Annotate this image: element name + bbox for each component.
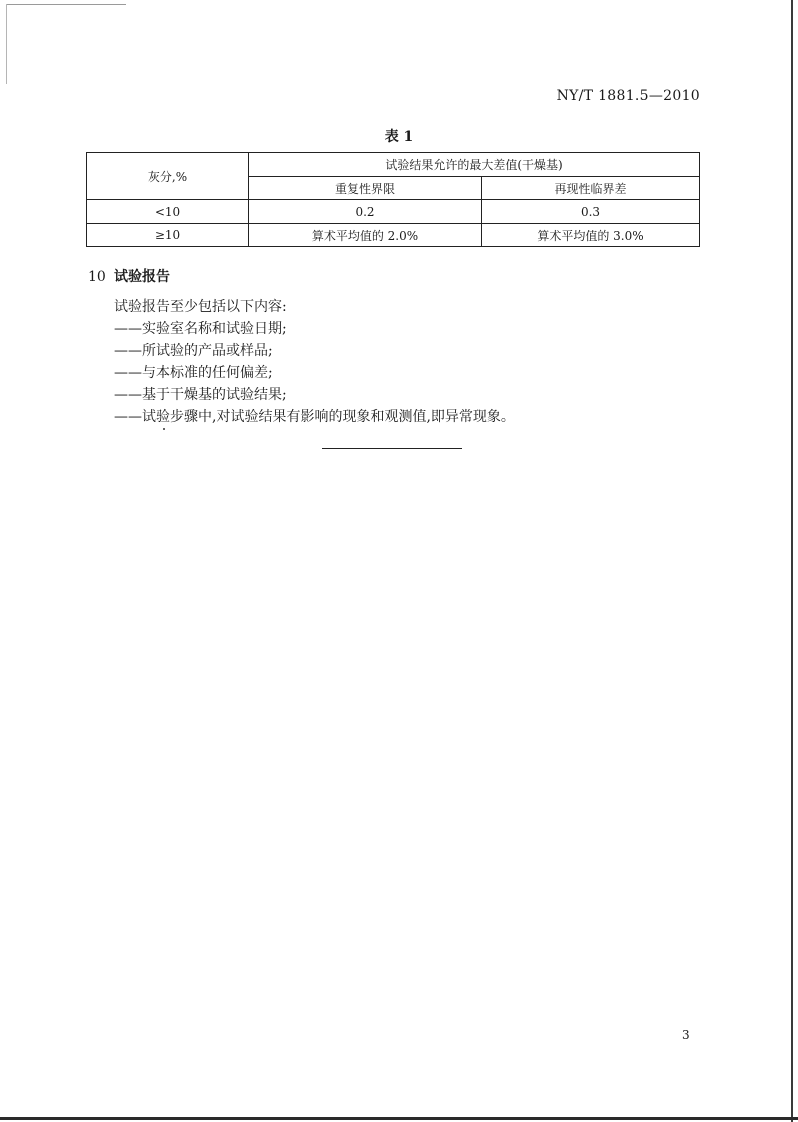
section-body [114,296,515,428]
table-title: 表 1 [384,129,414,145]
list-item: ——实验室名称和试验日期; [114,321,287,337]
reproducibility-header: 再现性临界差 [482,177,700,200]
ash-range-cell: ≥10 [87,224,249,247]
end-of-document-rule [322,448,462,449]
list-item: ——基于干燥基的试验结果; [114,387,287,403]
ash-column-header: 灰分,% [87,153,249,200]
scan-edge-right [791,0,793,1122]
max-difference-group-header: 试验结果允许的最大差值(干燥基) [249,153,700,177]
table-row [87,224,700,247]
ash-range-cell: <10 [87,200,249,224]
stray-dot [163,428,165,430]
table-row [87,200,700,224]
page-number: 3 [682,1028,690,1042]
section-number: 10 [88,269,106,285]
repeatability-cell: 算术平均值的 2.0% [249,224,482,247]
scan-edge-left [6,4,7,84]
reproducibility-cell: 算术平均值的 3.0% [482,224,700,247]
list-item: ——所试验的产品或样品; [114,343,273,359]
reproducibility-cell: 0.3 [482,200,700,224]
repeatability-header: 重复性界限 [249,177,482,200]
standard-code-header: NY/T 1881.5—2010 [556,88,700,104]
section-title: 试验报告 [114,269,170,285]
precision-table [86,152,700,247]
table-header-row [87,153,700,177]
list-item: ——与本标准的任何偏差; [114,365,273,381]
section-heading [88,266,170,286]
section-intro: 试验报告至少包括以下内容: [114,299,287,315]
repeatability-cell: 0.2 [249,200,482,224]
list-item: ——试验步骤中,对试验结果有影响的现象和观测值,即异常现象。 [114,409,515,425]
scan-edge-top [6,4,126,5]
scan-edge-bottom [0,1117,798,1120]
